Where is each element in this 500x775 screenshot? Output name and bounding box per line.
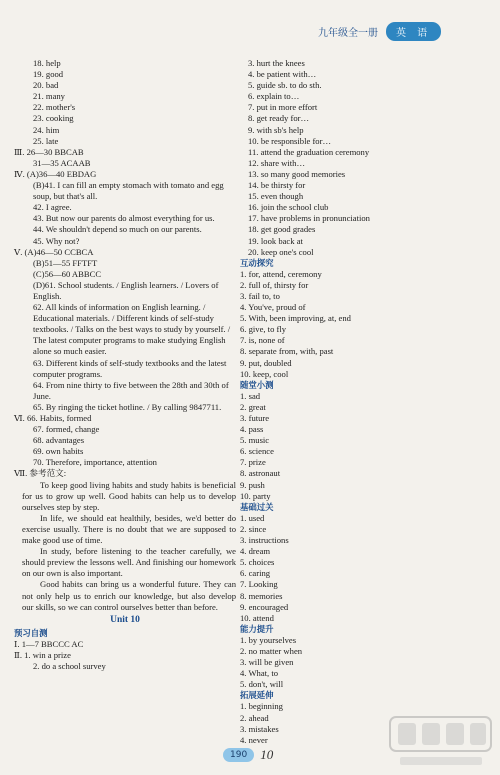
answer-line: 22. mother's <box>33 102 76 113</box>
answer-line: 6. explain to… <box>248 91 300 102</box>
answer-line: 3. fail to, to <box>240 290 280 301</box>
answer-line: 20. bad <box>33 80 59 91</box>
answer-line: 3. instructions <box>240 535 289 546</box>
answer-line: 63. Different kinds of self-study textbooks and the latest computer programs. <box>33 357 227 379</box>
answer-line: 25. late <box>33 135 59 146</box>
answer-line: Ⅴ. (A)46—50 CCBCA <box>14 246 94 257</box>
answer-line: 67. formed, change <box>33 424 100 435</box>
answer-line: 16. join the school club <box>248 202 329 213</box>
handwritten-page-mark: 10 <box>260 747 274 762</box>
answer-line: (B)41. I can fill an empty stomach with tomato and egg soup, but that's all. <box>33 180 224 202</box>
answer-line: (B)51—55 FFTFT <box>33 257 98 268</box>
answer-line: 3. mistakes <box>240 723 279 734</box>
answer-line: Ⅳ. (A)36—40 EBDAG <box>14 168 97 179</box>
answer-line: Ⅲ. 26—30 BBCAB <box>14 146 84 157</box>
answer-line: 4. You've, proud of <box>240 302 306 313</box>
answer-line: 5. don't, will <box>240 679 284 690</box>
answer-line: 7. Looking <box>240 579 278 590</box>
page-header <box>318 22 441 40</box>
answer-line: 18. help <box>33 58 61 68</box>
answer-line: (C)56—60 ABBCC <box>33 268 102 279</box>
answer-line: 5. With, been improving, at, end <box>240 313 351 324</box>
answer-line: 43. But now our parents do almost everything for us. <box>33 213 215 224</box>
answer-line: 6. science <box>240 446 274 457</box>
answer-line: 42. I agree. <box>33 202 72 213</box>
answer-line: 4. What, to <box>240 668 279 679</box>
answer-line: 9. push <box>240 479 265 490</box>
answer-line: 13. so many good memories <box>248 168 346 179</box>
answer-site-watermark-icon <box>388 715 493 771</box>
page-number: 190 <box>223 748 254 762</box>
answer-line: 5. choices <box>240 557 275 568</box>
answer-line: 18. get good grades <box>248 224 316 235</box>
answer-line: 2. great <box>240 401 266 412</box>
answer-line: Ⅵ. 66. Habits, formed <box>14 413 92 423</box>
answer-line: 70. Therefore, importance, attention <box>33 457 157 468</box>
answer-line: 24. him <box>33 124 60 135</box>
answer-line: 10. party <box>240 490 271 501</box>
answer-line: In life, we should eat healthily, besides, we'd better do exercise usually. There is no doubt that we are supposed to make good use of time. <box>22 512 236 546</box>
answer-line: 2. no matter when <box>240 645 303 656</box>
answer-line: 11. attend the graduation ceremony <box>248 146 370 157</box>
answer-line: 19. look back at <box>248 235 303 246</box>
section-heading: 预习自测 <box>14 627 48 638</box>
answer-line: 45. Why not? <box>33 235 80 246</box>
answer-line: 12. share with… <box>248 157 306 168</box>
answer-line: 65. By ringing the ticket hotline. / By calling 9847711. <box>33 401 222 412</box>
answer-line: 7. prize <box>240 457 266 468</box>
answer-line: 17. have problems in pronunciation <box>248 213 370 224</box>
answer-line: Ⅱ. 1. win a prize <box>14 649 71 660</box>
answer-line: 20. keep one's cool <box>248 246 314 257</box>
answer-line: Ⅰ. 1—7 BBCCC AC <box>14 638 84 649</box>
answer-line: 2. ahead <box>240 712 269 723</box>
section-heading: 互动探究 <box>240 257 274 268</box>
answer-line: 9. encouraged <box>240 601 289 612</box>
right-column <box>240 58 480 746</box>
section-heading: 基础过关 <box>240 501 274 512</box>
answer-line: 6. give, to fly <box>240 324 287 335</box>
answer-line: 4. never <box>240 734 268 745</box>
left-column <box>14 58 236 672</box>
answer-line: 8. get ready for… <box>248 113 310 124</box>
answer-line: 1. sad <box>240 390 261 401</box>
answer-line: 9. with sb's help <box>248 124 304 135</box>
answer-line: 9. put, doubled <box>240 357 292 368</box>
answer-line: Ⅶ. 参考范文: <box>14 468 67 479</box>
answer-line: 8. astronaut <box>240 468 281 479</box>
answer-line: 1. beginning <box>240 701 283 712</box>
section-heading: 拓展延伸 <box>240 690 274 701</box>
answer-line: (D)61. School students. / English learners. / Lovers of English. <box>33 279 219 301</box>
answer-line: 8. separate from, with, past <box>240 346 334 357</box>
answer-line: 8. memories <box>240 590 283 601</box>
section-heading: 随堂小测 <box>240 379 274 390</box>
answer-line: 5. music <box>240 435 270 446</box>
answer-line: 69. own habits <box>33 446 84 457</box>
page-footer <box>223 747 273 763</box>
answer-line: 4. dream <box>240 546 271 557</box>
answer-line: 2. since <box>240 523 267 534</box>
answer-line: In study, before listening to the teacher carefully, we should preview the lessons well. And finishing our homework on our own is also important. <box>22 546 236 579</box>
answer-line: 4. pass <box>240 424 264 435</box>
answer-line: 19. good <box>33 69 64 80</box>
answer-line: 15. even though <box>248 191 304 202</box>
answer-line: 5. guide sb. to do sth. <box>248 80 322 91</box>
answer-line: 68. advantages <box>33 435 85 446</box>
answer-line: 64. From nine thirty to five between the 28th and 30th of June. <box>33 379 229 401</box>
answer-line: 44. We shouldn't depend so much on our parents. <box>33 224 202 235</box>
answer-line: Good habits can bring us a wonderful future. They can not only help us to enrich our knowledge, but also develop our skills, so we can control ourselves better than before. <box>22 579 236 612</box>
section-heading: 能力提升 <box>240 623 274 634</box>
answer-line: 4. be patient with… <box>248 69 317 80</box>
answer-line: 23. cooking <box>33 113 74 124</box>
answer-line: 3. hurt the knees <box>248 58 305 68</box>
answer-line: 10. be responsible for… <box>248 135 332 146</box>
answer-line: 21. many <box>33 91 65 102</box>
subject-badge: 英 语 <box>386 22 441 41</box>
answer-line: 7. put in more effort <box>248 102 318 113</box>
grade-label: 九年级全一册 <box>318 27 378 39</box>
answer-line: 10. keep, cool <box>240 368 289 379</box>
answer-line: 2. full of, thirsty for <box>240 279 309 290</box>
answer-line: 1. by yourselves <box>240 634 297 645</box>
answer-line: 62. All kinds of information on English learning. / Educational materials. / Different kinds of self-study textbooks. / Talks on the best ways to study by yourself. / The latest computer programs to make studying English alone so much easier. <box>33 302 231 357</box>
answer-line: 2. do a school survey <box>33 661 106 672</box>
answer-line: 3. future <box>240 413 270 423</box>
answer-line: To keep good living habits and study habits is beneficial for us to grow up well. Good habits can help us to develop ourselves step by step. <box>22 479 236 512</box>
answer-line: 10. attend <box>240 612 274 623</box>
answer-line: 31—35 ACAAB <box>33 157 91 168</box>
answer-line: 6. caring <box>240 568 271 579</box>
answer-line: 3. will be given <box>240 657 294 668</box>
answer-line: 7. is, none of <box>240 335 285 346</box>
answer-line: 14. be thirsty for <box>248 180 306 191</box>
answer-line: 1. for, attend, ceremony <box>240 268 322 279</box>
answer-line: 1. used <box>240 512 265 523</box>
unit-title: Unit 10 <box>110 614 140 625</box>
